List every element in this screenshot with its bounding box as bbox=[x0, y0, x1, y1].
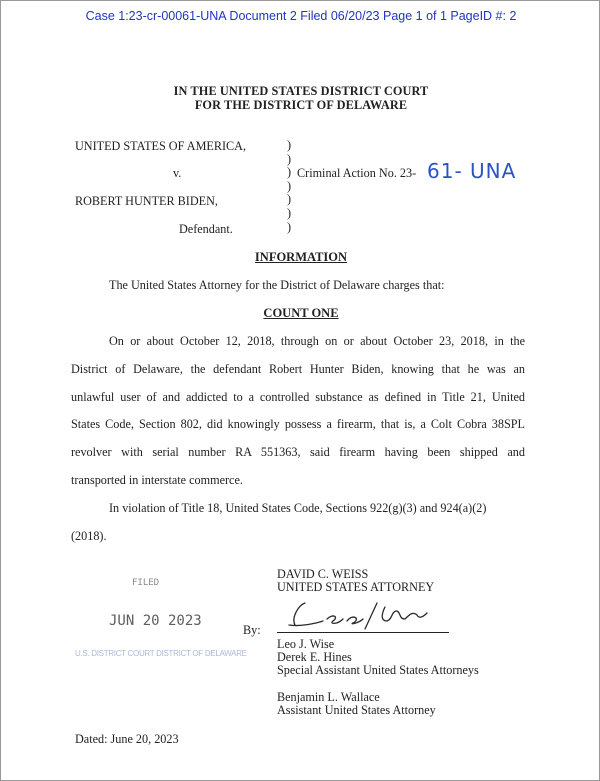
dated-line: Dated: June 20, 2023 bbox=[75, 732, 179, 746]
caption-plaintiff: UNITED STATES OF AMERICA, bbox=[75, 139, 247, 153]
paren: ) bbox=[287, 219, 292, 234]
count-line: States Code, Section 802, did knowingly possess a firearm, that is, a Colt Cobra 38SPL bbox=[71, 417, 525, 431]
paren: ) bbox=[287, 151, 292, 166]
handwritten-case-number: 61- UNA bbox=[427, 159, 517, 183]
caption-defendant-role: Defendant. bbox=[179, 222, 233, 236]
by-label: By: bbox=[243, 623, 261, 637]
paren: ) bbox=[287, 205, 292, 220]
paren: ) bbox=[287, 165, 292, 180]
signer-name: Derek E. Hines bbox=[277, 650, 352, 664]
signer-name: Leo J. Wise bbox=[277, 637, 335, 651]
count-line: On or about October 12, 2018, through on or about October 23, 2018, in the bbox=[109, 334, 525, 348]
violation-line-1: In violation of Title 18, United States Code, Sections 922(g)(3) and 924(a)(2) bbox=[109, 501, 487, 515]
court-name-line-1: IN THE UNITED STATES DISTRICT COURT bbox=[173, 84, 429, 98]
count-line: District of Delaware, the defendant Robert Hunter Biden, knowing that he was an bbox=[71, 362, 525, 376]
caption-defendant-name: ROBERT HUNTER BIDEN, bbox=[75, 194, 218, 208]
assistant-name: Benjamin L. Wallace bbox=[277, 690, 380, 704]
filed-stamp-label: FILED bbox=[132, 578, 160, 588]
count-title: COUNT ONE bbox=[263, 306, 339, 320]
filed-stamp-court: U.S. DISTRICT COURT DISTRICT OF DELAWARE bbox=[75, 649, 247, 658]
handwritten-signature bbox=[281, 597, 441, 633]
violation-line-2: (2018). bbox=[71, 529, 107, 543]
paren: ) bbox=[287, 192, 292, 207]
criminal-action-label: Criminal Action No. 23- bbox=[297, 166, 417, 180]
count-line: revolver with serial number RA 551363, said firearm having been shipped and bbox=[71, 445, 525, 459]
count-line: unlawful user of and addicted to a controlled substance as defined in Title 21, United bbox=[71, 390, 525, 404]
document-title: INFORMATION bbox=[254, 250, 348, 264]
caption-parentheses bbox=[287, 139, 291, 234]
court-name-line-2: FOR THE DISTRICT OF DELAWARE bbox=[194, 98, 408, 112]
us-attorney-name: DAVID C. WEISS bbox=[277, 567, 369, 581]
filed-stamp-date: JUN 20 2023 bbox=[109, 613, 202, 629]
charges-intro: The United States Attorney for the District of Delaware charges that: bbox=[109, 278, 445, 292]
ecf-header-stamp: Case 1:23-cr-00061-UNA Document 2 Filed 06/20/23 Page 1 of 1 PageID #: 2 bbox=[85, 9, 517, 23]
caption-versus: v. bbox=[173, 166, 182, 180]
paren: ) bbox=[287, 178, 292, 193]
signers-title: Special Assistant United States Attorneys bbox=[277, 663, 479, 677]
paren: ) bbox=[287, 138, 292, 152]
count-last-line: transported in interstate commerce. bbox=[71, 473, 243, 487]
signature-line bbox=[277, 632, 449, 633]
assistant-title: Assistant United States Attorney bbox=[277, 703, 436, 717]
us-attorney-title: UNITED STATES ATTORNEY bbox=[277, 580, 435, 594]
